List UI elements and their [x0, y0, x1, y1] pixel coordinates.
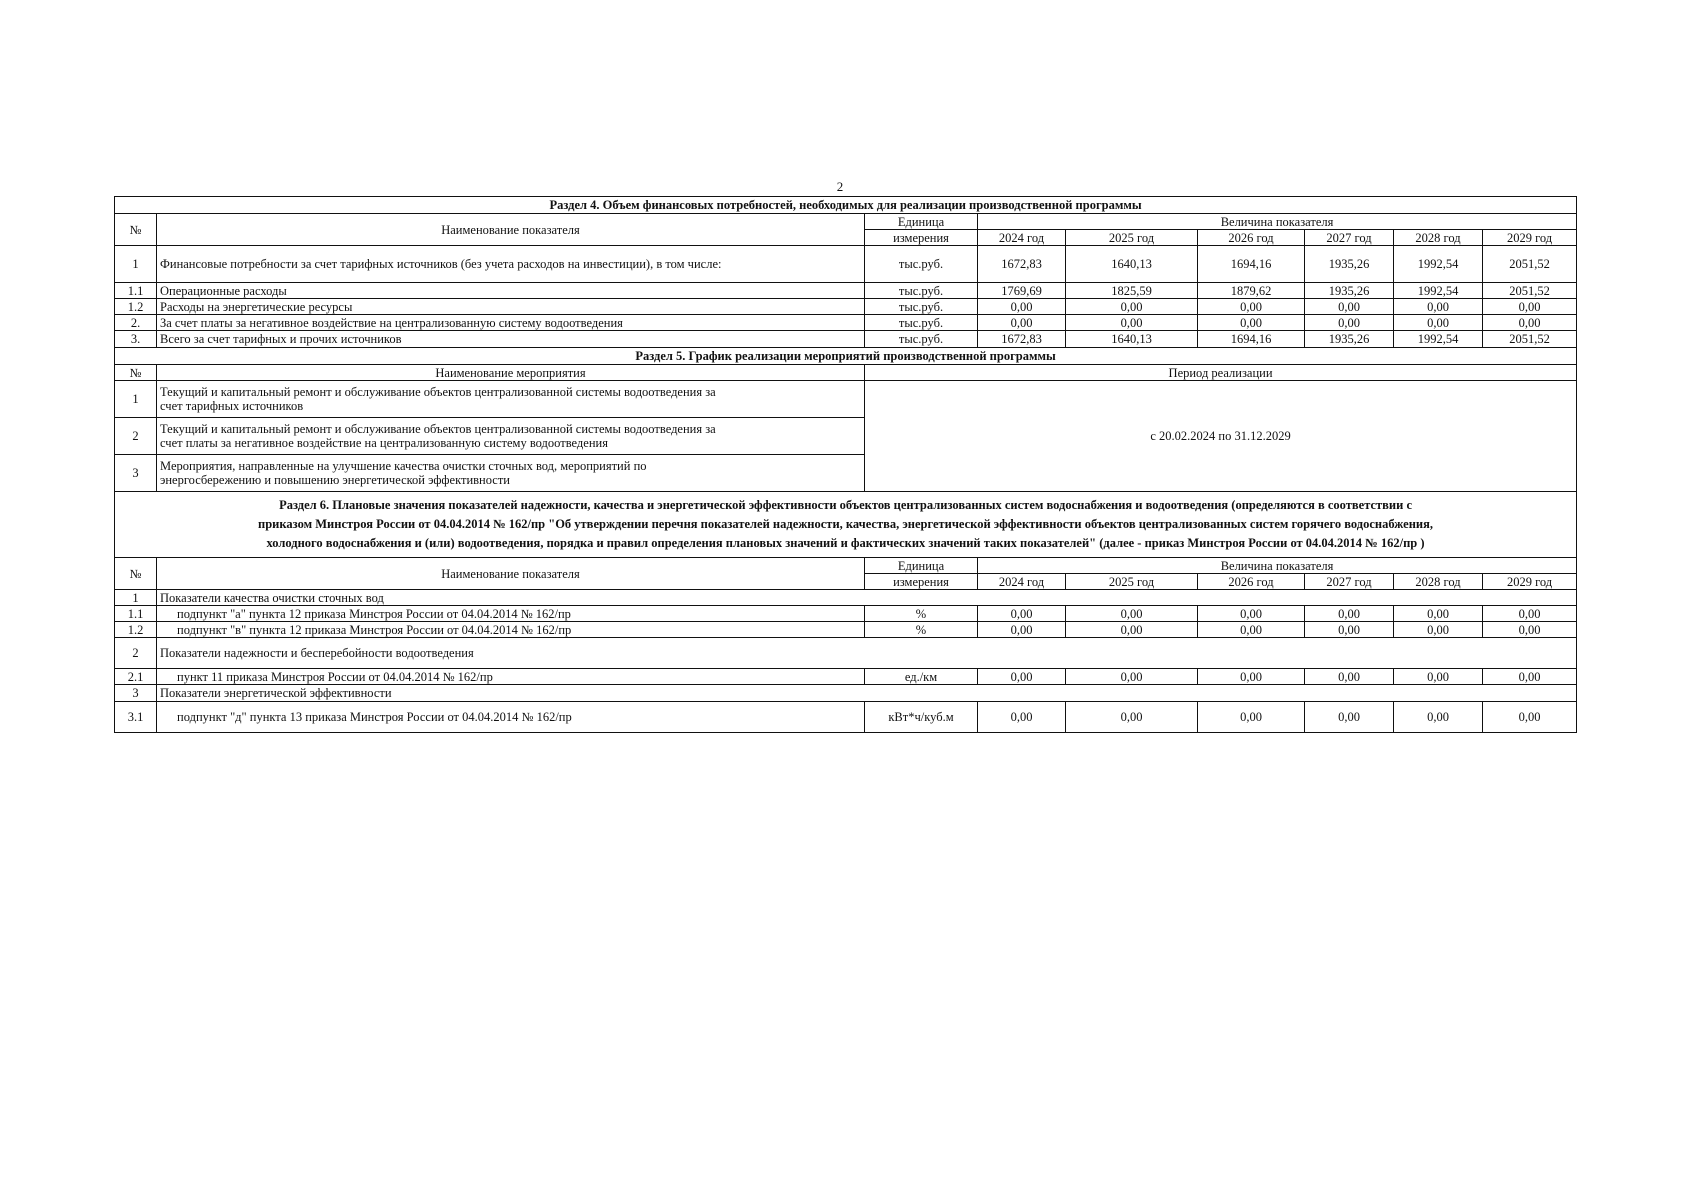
- col-name-header: Наименование показателя: [157, 558, 865, 590]
- row-value: 0,00: [1394, 702, 1483, 733]
- year-header: 2024 год: [978, 574, 1066, 590]
- section4-title: Раздел 4. Объем финансовых потребностей, необходимых для реализации производственной программы: [115, 197, 1577, 214]
- year-header: 2025 год: [1066, 574, 1198, 590]
- row-value: 0,00: [1305, 315, 1394, 331]
- row-value: 1640,13: [1066, 331, 1198, 348]
- row-num: 3: [115, 685, 157, 702]
- row-num: 1: [115, 590, 157, 606]
- row-num: 2: [115, 418, 157, 455]
- section5: [115, 348, 1577, 492]
- year-header: 2029 год: [1483, 574, 1577, 590]
- col-value-header: Величина показателя: [978, 558, 1577, 574]
- row-name: Операционные расходы: [157, 283, 865, 299]
- group-name: Показатели энергетической эффективности: [157, 685, 1577, 702]
- row-value: 0,00: [1394, 299, 1483, 315]
- row-name-line: Текущий и капитальный ремонт и обслуживание объектов централизованной системы водоотведения за: [160, 385, 716, 399]
- year-header: 2027 год: [1305, 230, 1394, 246]
- col-num-header: №: [115, 214, 157, 246]
- row-value: 0,00: [978, 669, 1066, 685]
- table-row: [115, 331, 1577, 348]
- row-unit: тыс.руб.: [865, 299, 978, 315]
- row-value: 1992,54: [1394, 283, 1483, 299]
- row-name: Финансовые потребности за счет тарифных источников (без учета расходов на инвестиции), в том числе:: [157, 246, 865, 283]
- row-name: подпункт "а" пункта 12 приказа Минстроя России от 04.04.2014 № 162/пр: [157, 606, 865, 622]
- row-value: 0,00: [978, 299, 1066, 315]
- row-value: 2051,52: [1483, 331, 1577, 348]
- row-num: 1.1: [115, 606, 157, 622]
- row-value: 1640,13: [1066, 246, 1198, 283]
- table-row: [115, 622, 1577, 638]
- row-value: 0,00: [1305, 669, 1394, 685]
- row-unit: тыс.руб.: [865, 331, 978, 348]
- col-event-name-header: Наименование мероприятия: [157, 365, 865, 381]
- year-header: 2028 год: [1394, 230, 1483, 246]
- row-num: 1: [115, 246, 157, 283]
- row-value: 1672,83: [978, 246, 1066, 283]
- year-header: 2025 год: [1066, 230, 1198, 246]
- row-value: 1992,54: [1394, 246, 1483, 283]
- row-value: 0,00: [1066, 669, 1198, 685]
- row-value: 0,00: [1198, 606, 1305, 622]
- row-value: 0,00: [1305, 606, 1394, 622]
- group-name: Показатели надежности и бесперебойности водоотведения: [157, 638, 1577, 669]
- year-header: 2027 год: [1305, 574, 1394, 590]
- group-row: [115, 685, 1577, 702]
- section6: [115, 492, 1577, 733]
- row-num: 3.1: [115, 702, 157, 733]
- table-row: [115, 381, 1577, 418]
- row-value: 0,00: [1394, 669, 1483, 685]
- row-name: [157, 418, 865, 455]
- row-name-line: энергосбережению и повышению энергетической эффективности: [160, 473, 510, 487]
- row-value: 0,00: [1483, 606, 1577, 622]
- row-value: 0,00: [1305, 702, 1394, 733]
- row-value: 0,00: [1198, 702, 1305, 733]
- row-name: подпункт "д" пункта 13 приказа Минстроя России от 04.04.2014 № 162/пр: [157, 702, 865, 733]
- col-unit-header: Единица: [865, 214, 978, 230]
- table-row: [115, 315, 1577, 331]
- row-name: подпункт "в" пункта 12 приказа Минстроя России от 04.04.2014 № 162/пр: [157, 622, 865, 638]
- row-value: 1992,54: [1394, 331, 1483, 348]
- row-value: 1694,16: [1198, 246, 1305, 283]
- row-value: 1769,69: [978, 283, 1066, 299]
- section6-title-line: холодного водоснабжения и (или) водоотведения, порядка и правил определения плановых значений и фактических значений таких показателей" (далее - приказ Минстроя России от 04.04.2014 № 162/пр ): [266, 536, 1425, 550]
- row-num: 1.2: [115, 622, 157, 638]
- row-unit: %: [865, 622, 978, 638]
- year-header: 2026 год: [1198, 230, 1305, 246]
- row-value: 0,00: [1483, 669, 1577, 685]
- row-value: 0,00: [1066, 702, 1198, 733]
- col-unit-header-2: измерения: [865, 230, 978, 246]
- period-value: с 20.02.2024 по 31.12.2029: [865, 381, 1577, 492]
- year-header: 2024 год: [978, 230, 1066, 246]
- row-unit: кВт*ч/куб.м: [865, 702, 978, 733]
- section6-title-line: Раздел 6. Плановые значения показателей надежности, качества и энергетической эффективности объектов централизованных систем водоснабжения и водоотведения (определяются в соответствии с: [279, 498, 1413, 512]
- row-value: 0,00: [1394, 606, 1483, 622]
- row-num: 3.: [115, 331, 157, 348]
- row-num: 1.2: [115, 299, 157, 315]
- row-value: 0,00: [1305, 622, 1394, 638]
- row-name: За счет платы за негативное воздействие на централизованную систему водоотведения: [157, 315, 865, 331]
- row-value: 0,00: [1483, 702, 1577, 733]
- row-name: пункт 11 приказа Минстроя России от 04.04.2014 № 162/пр: [157, 669, 865, 685]
- table-row: [115, 246, 1577, 283]
- row-value: 0,00: [978, 606, 1066, 622]
- row-value: 0,00: [1394, 315, 1483, 331]
- row-value: 1935,26: [1305, 331, 1394, 348]
- row-unit: тыс.руб.: [865, 283, 978, 299]
- table-row: [115, 702, 1577, 733]
- col-num-header: №: [115, 558, 157, 590]
- row-num: 2.: [115, 315, 157, 331]
- row-num: 3: [115, 455, 157, 492]
- row-value: 2051,52: [1483, 283, 1577, 299]
- row-value: 2051,52: [1483, 246, 1577, 283]
- row-unit: тыс.руб.: [865, 246, 978, 283]
- page-number: 2: [836, 179, 844, 194]
- row-name-line: счет платы за негативное воздействие на централизованную систему водоотведения: [160, 436, 608, 450]
- row-value: 0,00: [1198, 669, 1305, 685]
- section6-title-line: приказом Минстроя России от 04.04.2014 № 162/пр "Об утверждении перечня показателей надежности, качества, энергетической эффективности объектов централизованных систем горячего водоснабжения,: [258, 517, 1434, 531]
- row-name-line: Текущий и капитальный ремонт и обслуживание объектов централизованной системы водоотведения за: [160, 422, 716, 436]
- row-unit: ед./км: [865, 669, 978, 685]
- row-value: 0,00: [1483, 315, 1577, 331]
- row-value: 0,00: [1394, 622, 1483, 638]
- row-value: 0,00: [978, 315, 1066, 331]
- row-num: 2.1: [115, 669, 157, 685]
- row-value: 1694,16: [1198, 331, 1305, 348]
- row-name: Расходы на энергетические ресурсы: [157, 299, 865, 315]
- row-value: 0,00: [978, 702, 1066, 733]
- row-value: 0,00: [1483, 622, 1577, 638]
- row-num: 1: [115, 381, 157, 418]
- year-header: 2029 год: [1483, 230, 1577, 246]
- table-row: [115, 606, 1577, 622]
- table-row: [115, 283, 1577, 299]
- section5-title: Раздел 5. График реализации мероприятий производственной программы: [115, 348, 1577, 365]
- row-value: 1825,59: [1066, 283, 1198, 299]
- year-header: 2026 год: [1198, 574, 1305, 590]
- col-name-header: Наименование показателя: [157, 214, 865, 246]
- row-value: 1935,26: [1305, 283, 1394, 299]
- group-row: [115, 638, 1577, 669]
- row-num: 2: [115, 638, 157, 669]
- col-unit-header-2: измерения: [865, 574, 978, 590]
- group-name: Показатели качества очистки сточных вод: [157, 590, 1577, 606]
- row-value: 1879,62: [1198, 283, 1305, 299]
- year-header: 2028 год: [1394, 574, 1483, 590]
- row-name: [157, 381, 865, 418]
- row-value: 0,00: [1198, 299, 1305, 315]
- production-program-table: [114, 196, 1577, 733]
- group-row: [115, 590, 1577, 606]
- col-value-header: Величина показателя: [978, 214, 1577, 230]
- row-num: 1.1: [115, 283, 157, 299]
- col-unit-header: Единица: [865, 558, 978, 574]
- row-value: 0,00: [1198, 622, 1305, 638]
- row-name: Всего за счет тарифных и прочих источников: [157, 331, 865, 348]
- row-value: 0,00: [1066, 315, 1198, 331]
- col-period-header: Период реализации: [865, 365, 1577, 381]
- row-unit: тыс.руб.: [865, 315, 978, 331]
- row-value: 0,00: [1066, 606, 1198, 622]
- row-value: 0,00: [1198, 315, 1305, 331]
- row-value: 0,00: [1305, 299, 1394, 315]
- row-name: [157, 455, 865, 492]
- row-name-line: Мероприятия, направленные на улучшение качества очистки сточных вод, мероприятий по: [160, 459, 647, 473]
- row-unit: %: [865, 606, 978, 622]
- table-row: [115, 299, 1577, 315]
- row-value: 1672,83: [978, 331, 1066, 348]
- row-value: 0,00: [1483, 299, 1577, 315]
- section4: [115, 197, 1577, 348]
- row-name-line: счет тарифных источников: [160, 399, 304, 413]
- row-value: 0,00: [1066, 299, 1198, 315]
- row-value: 1935,26: [1305, 246, 1394, 283]
- row-value: 0,00: [978, 622, 1066, 638]
- table-row: [115, 669, 1577, 685]
- row-value: 0,00: [1066, 622, 1198, 638]
- section6-title: [115, 492, 1577, 558]
- col-num-header: №: [115, 365, 157, 381]
